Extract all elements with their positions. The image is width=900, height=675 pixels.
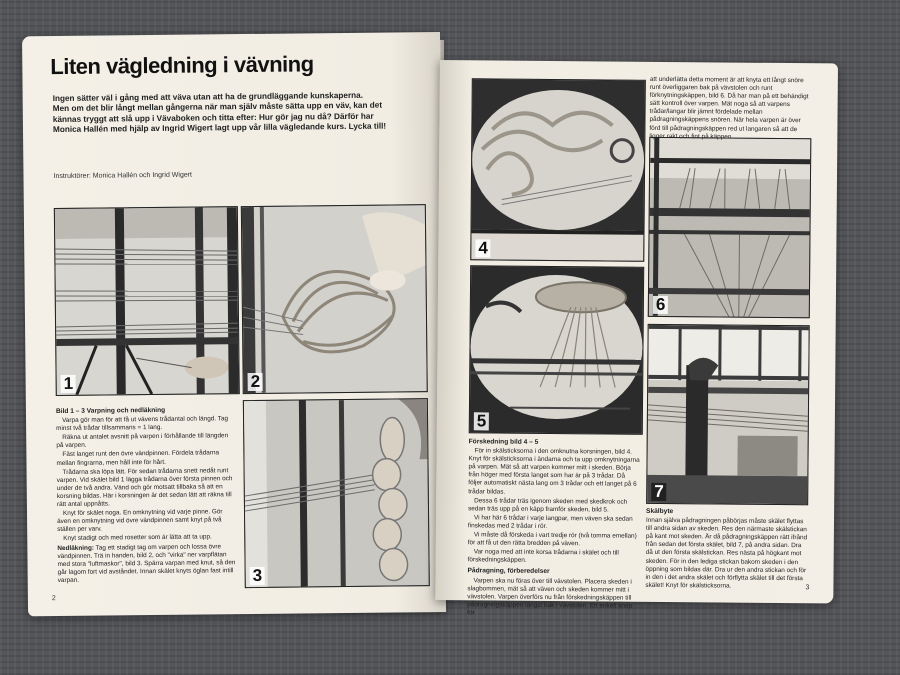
paragraph: Varpen ska nu föras över till vävstolen. Placera skeden i slagbommen, mät så att väven och skeden kommer mitt i vävstolen. Varpen överförs nu från förskedningskäppen till pådragningskäppen längst bak i vävstolen. Ett enkelt knep för [467,576,633,617]
page-number: 2 [51,595,56,603]
yarn-on-table-photo [471,79,645,260]
loom-warping-photo [55,207,239,395]
photo-3 [243,398,430,588]
photo-number: 4 [475,239,491,257]
paragraph: Var noga med att inte korsa trådarna i skälet och till förskedningskäppen. [467,548,619,565]
threading-reed-photo [470,266,643,433]
intro-line: Ingen sätter väl i gång med att väva utan att ha de grundläggande kunskaperna. [52,90,364,104]
section-heading: Förskedning bild 4 – 5 [468,438,539,446]
paragraph-text: Tag ett stadigt tag om varpen och lossa övre vändpinnen. Trä in handen, bild 2, och "virka" ner varpflätan med stora "luftmaskor", bild 3. Spärra varpan med knut, så den går lagom fort vid avståndet. Innan skälet knyts öglan fast intill varpan. [57,542,236,584]
paragraph: Knyt stadigt och med rosetter som är lätta att ta upp. [63,533,212,543]
paragraph: Vi måste då förskeda i vart tredje rör (två tomma emellan) för att få ut den rätta bredden på väven. [467,531,637,548]
paragraph: Innan själva pådragningen påbörjas måste skälet flyttas till andra sidan av skeden. Res den närmaste skälstickan på kant mot skeden. Är då pådragningskäppen rätt ifrånd från sedan det första skälet, bild 7, på andra sidan. Dra då ut den första skälstickan. Res nästa på högkant mot skeden. För in den lediga stickan bakom skeden i den öppning som bildas där. Dra ur den andra stickan och för in den i det andra skälet och förflytta skälet till det första skälet! Knyt för skälsticksorna. [645,516,808,590]
paragraph: Räkna ut antalet avsnitt på varpen i förhållande till längden på varpen. [56,432,229,450]
photo-1 [54,206,240,396]
paragraph: att underlätta detta moment är att knyta ett långt snöre runt överliggaren bak på vävstolen och runt förknytningskäppen, bild 6. Då har man på ett behändigt sätt kontroll över varpen. Mät noga så att varpens trådar/langar blir jämnt fördelade mellan pådragningskäppens snören. När hela varpen är över förd till pådragningskäppen red ut langaren så att de ligger rakt och fint på käppen. [649,75,809,141]
left-column-text [56,406,238,586]
photo-number: 7 [651,483,667,501]
paragraph: Dessa 6 trådar träs igenom skeden med skedkrok och sedan träs upp på en käpp framför skeden, bild 5. [468,496,628,514]
instructors-credit: Instruktörer: Monica Hallén och Ingrid Wigert [53,171,193,181]
page-number: 3 [805,584,810,592]
section-heading: Bild 1 – 3 Varpning och nedläkning [55,406,166,416]
photo-number: 1 [61,375,77,393]
photo-number: 2 [248,373,264,391]
photo-number: 3 [250,567,266,585]
right-page [435,60,838,617]
paragraph: Varpa gör man för att få ut vävens trådantal och längd. Tag minst två trådar tillsammans = 1 lang. [56,415,229,433]
section-heading: Skälbyte [646,507,674,516]
photo-7 [646,324,810,505]
paragraph: Vi har här 6 trådar i varje langpar, men väven ska sedan finskedas med 2 trådar i rör. [467,514,633,530]
top-right-text [649,76,812,143]
section-heading: Pådragning, förberedelser [467,567,550,576]
left-page [22,32,446,616]
photo-number: 6 [653,296,669,314]
chain-warp-photo [244,399,429,587]
paragraph: Fäst langet runt den övre vändpinnen. Fördela trådarna mellan fingrarna, men håll inte för hårt. [56,449,220,467]
photo-2 [241,204,428,394]
page-title: Liten vägledning i vävning [50,51,314,80]
skalbyte-text [645,508,808,592]
photo-number: 5 [474,412,490,430]
warp-on-beam-photo [649,138,811,317]
inline-heading: Nedläkning: [57,544,94,552]
paragraph: För in skälsticksorna i den omknutna korsningen, bild 4. Knyt för skälsticksorna i ändarna och ta upp omknytningarna på varpen. Mät så att varpen kommer mitt i skeden. Börja från höger med första langet som har är på 3 trådar. Då följer automatiskt nästa lang om 3 trådar och ett langet på 6 trådar bildas. [468,447,640,496]
paragraph [57,543,237,585]
right-lower-column-text [467,438,641,619]
hand-yarn-loop-photo [242,205,427,393]
photo-6 [648,137,812,318]
loom-window-photo [647,325,809,504]
intro-text [53,90,398,135]
paragraph: Trådarna ska löpa lätt. För sedan trådarna snett nedåt runt varpen. Vid skälet bild 1 lägga trådarna över första pinnen och under de två andra. Vänd och gör motsatt tillbaka så att en korsning bildas. Här i korsningen är det sedan lätt att räkna till rätt antal uppnåtts. [56,466,233,509]
photo-5 [469,265,644,435]
paragraph: Knyt för skälet noga. En omknytning vid varje pinne. Gör även en omknytning vid övre vändpinnen samt knyt på två ställen per varv. [57,508,223,534]
intro-line: Men om det blir långt mellan gångerna när man själv måste sätta upp en väv, kan det kännas tryggt att slå upp i Vävaboken och titta efter: Hur gör jag nu då? Därför har Monica Hallén med hjälp av Ingrid Wigert lagt upp vår lilla vägledande kurs. Lycka till! [52,101,387,135]
photo-4 [470,78,646,262]
